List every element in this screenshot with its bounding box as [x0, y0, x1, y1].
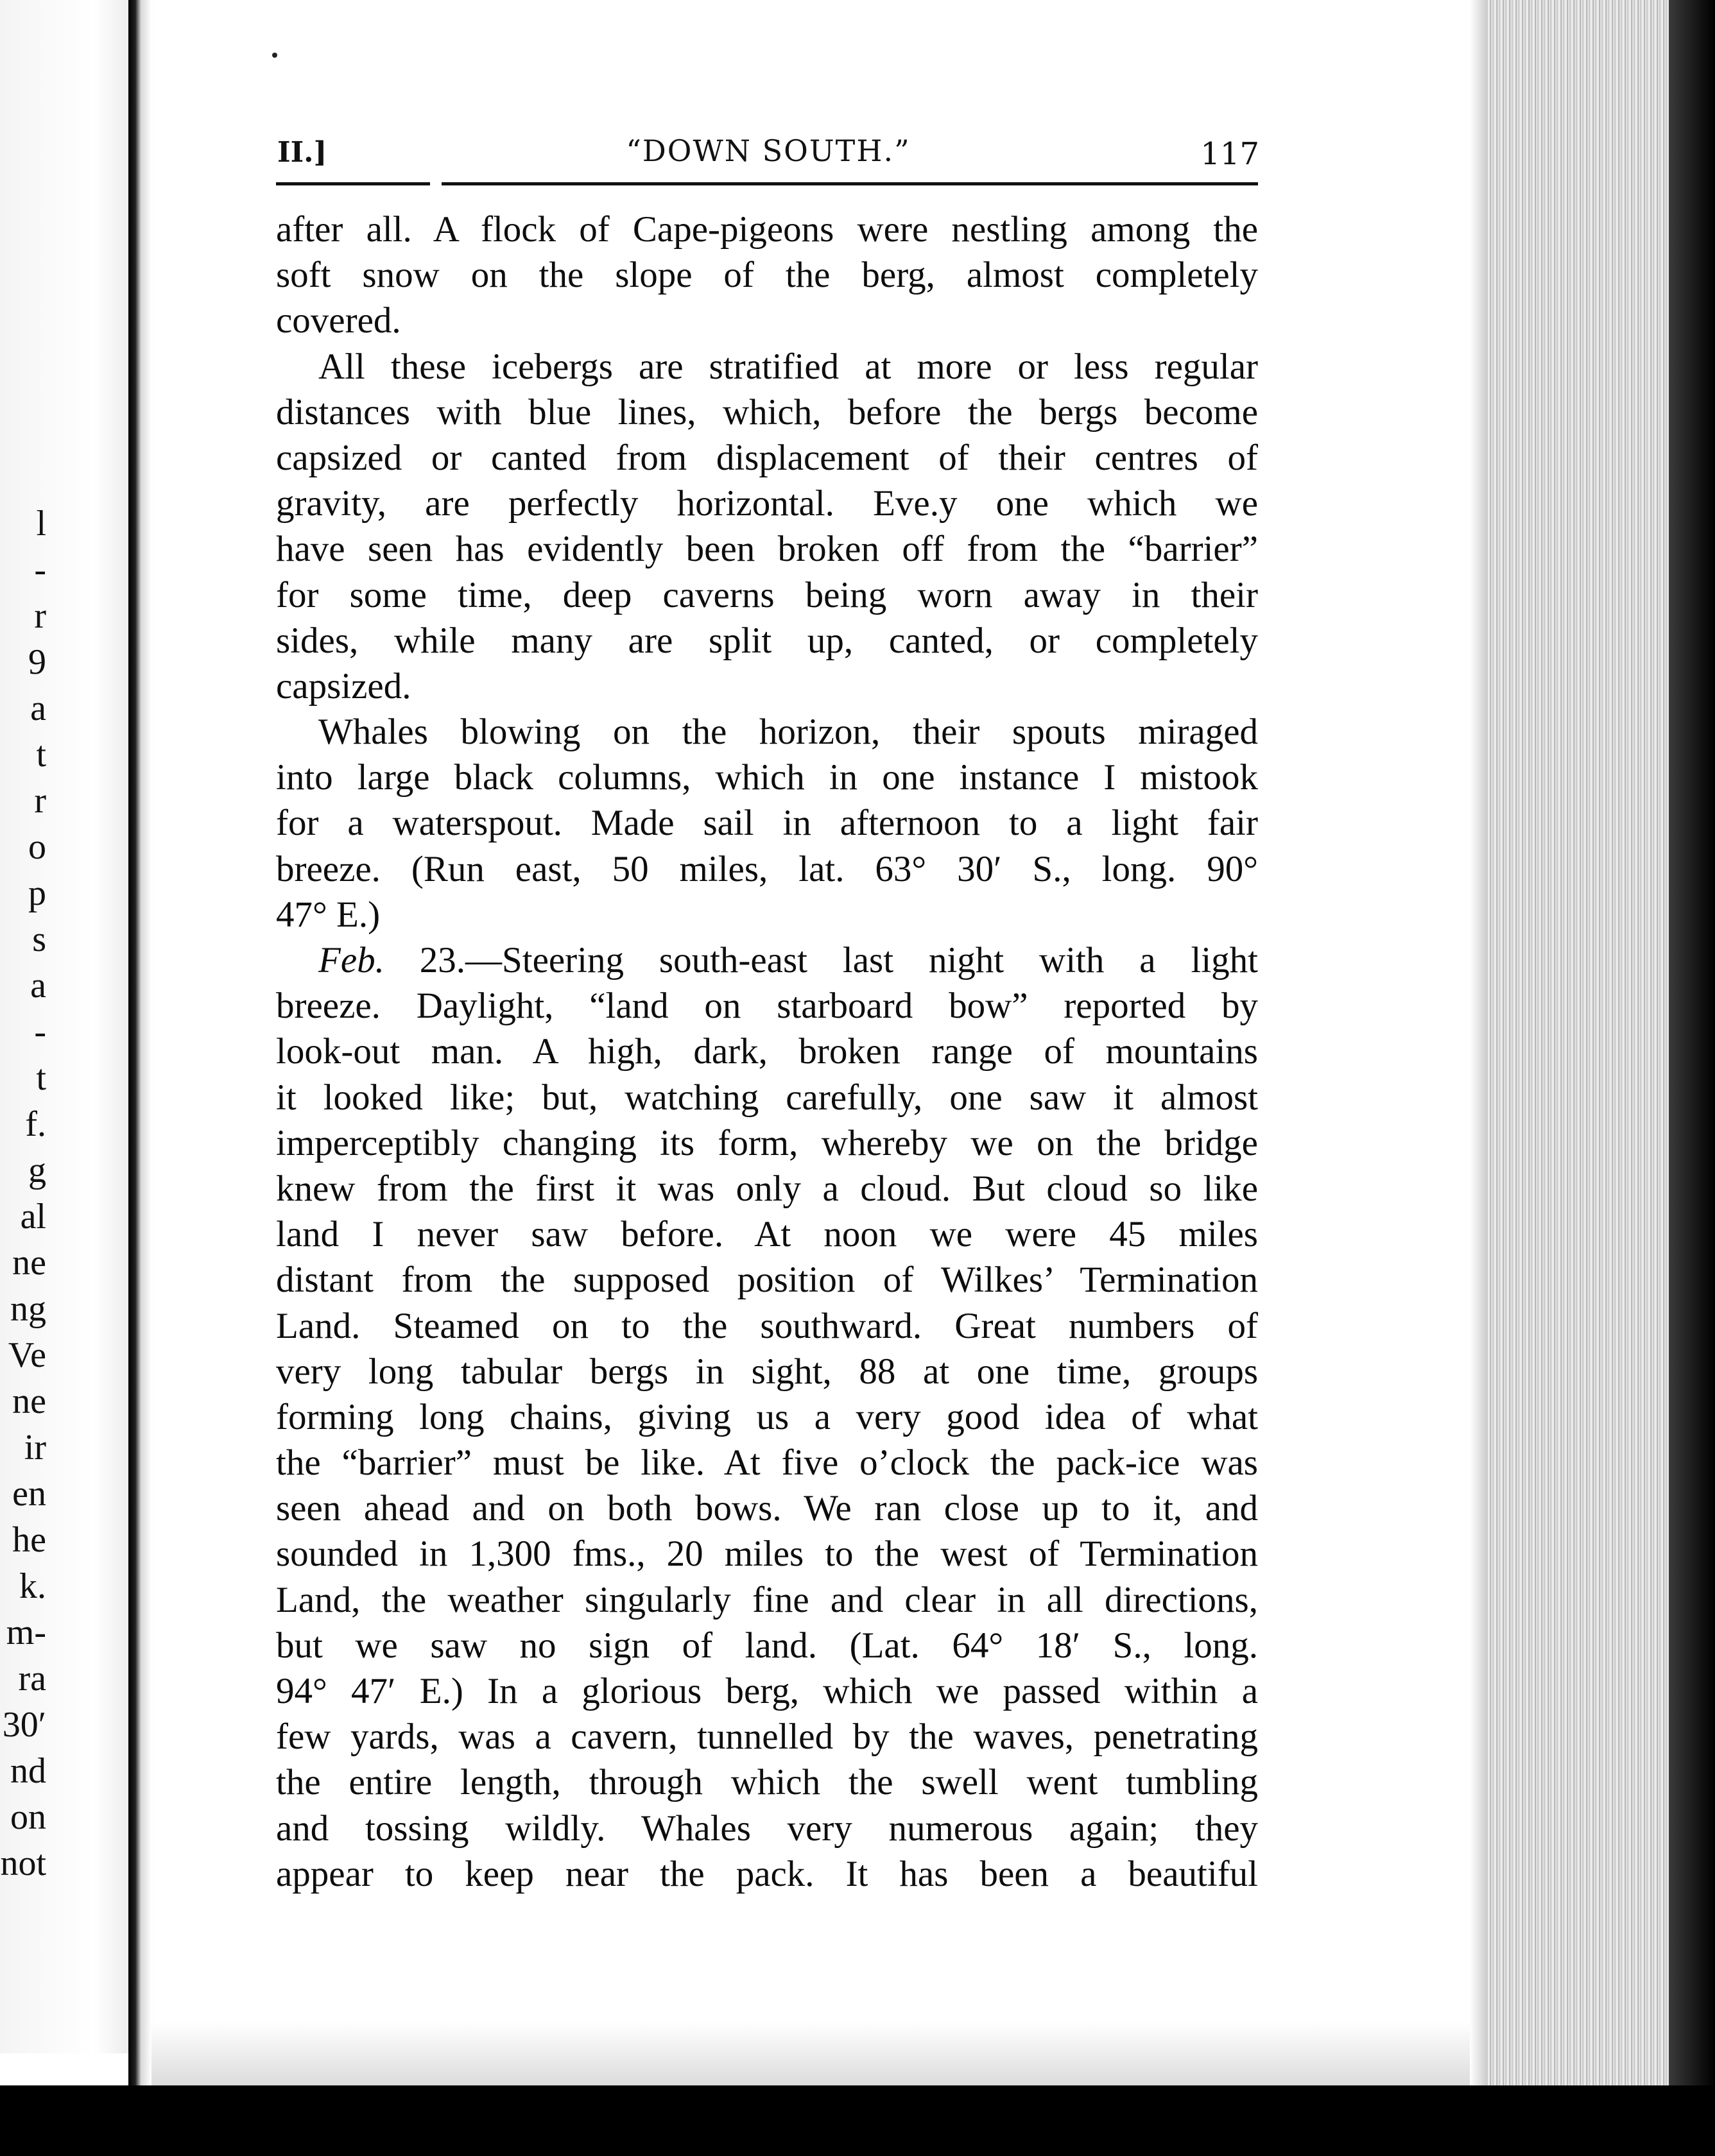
speck — [272, 53, 277, 58]
text-line: imperceptibly changing its form, whereby we on the bridge — [276, 1122, 1258, 1163]
text-line: look-out man. A high, dark, broken range of mountains — [276, 1031, 1258, 1072]
facing-page-fragment: ir — [24, 1428, 46, 1467]
text-line: Whales blowing on the horizon, their spouts miraged — [318, 712, 1258, 753]
text-line: few yards, was a cavern, tunnelled by the waves, penetrating — [276, 1716, 1258, 1758]
text-line: Land, the weather singularly fine and clear in all directions, — [276, 1579, 1258, 1620]
text-line: seen ahead and on both bows. We ran close up to it, and — [276, 1488, 1258, 1529]
text-line: but we saw no sign of land. (Lat. 64° 18′ S., long. — [276, 1625, 1258, 1666]
text-line: Land. Steamed on to the southward. Great numbers of — [276, 1305, 1258, 1346]
text-line: distant from the supposed position of Wilkes’ Termination — [276, 1260, 1258, 1301]
date-label: Feb. — [318, 940, 384, 980]
book-gutter — [128, 0, 151, 2092]
text-line: capsized or canted from displacement of their centres of — [276, 437, 1258, 478]
text-line: very long tabular bergs in sight, 88 at one time, groups — [276, 1351, 1258, 1392]
running-head — [277, 128, 1259, 180]
text-line: All these icebergs are stratified at more or less regular — [318, 346, 1258, 387]
text-line: have seen has evidently been broken off from the “barrier” — [276, 529, 1258, 570]
text-line: appear to keep near the pack. It has been a beautiful — [276, 1853, 1258, 1894]
facing-page-fragment: k. — [19, 1566, 46, 1606]
text-line: the entire length, through which the swell went tumbling — [276, 1762, 1258, 1803]
facing-page-fragment: 9 — [28, 642, 46, 682]
facing-page-fragment: r — [34, 596, 46, 636]
facing-page-fragment: on — [10, 1797, 46, 1837]
text-line: into large black columns, which in one instance I mistook — [276, 757, 1258, 798]
text-line: distances with blue lines, which, before the bergs become — [276, 391, 1258, 432]
text-line: breeze. (Run east, 50 miles, lat. 63° 30′ S., long. 90° — [276, 848, 1258, 889]
facing-page-fragment: - — [34, 550, 46, 590]
facing-page-fragment: not — [0, 1844, 46, 1883]
facing-page-fragment: g — [28, 1151, 46, 1190]
page-bottom-shadow — [151, 2021, 1488, 2085]
facing-page-fragment: Ve — [8, 1335, 46, 1375]
text-line: forming long chains, giving us a very good idea of what — [276, 1396, 1258, 1437]
facing-page-fragment: ne — [12, 1382, 46, 1421]
text-line: sounded in 1,300 fms., 20 miles to the west of Termination — [276, 1534, 1258, 1575]
book-cover-edge — [1669, 0, 1715, 2085]
scan-background — [0, 2085, 1715, 2156]
text-line: knew from the first it was only a cloud. But cloud so like — [276, 1168, 1258, 1209]
body-text — [276, 207, 1258, 1897]
facing-page-fragment: r — [34, 781, 46, 821]
facing-page-fragment: t — [36, 735, 46, 774]
facing-page-fragment: m- — [6, 1613, 46, 1652]
header-rule-left — [276, 182, 430, 185]
facing-page-text-fragments — [0, 501, 64, 1919]
text-line: breeze. Daylight, “land on starboard bow” reported by — [276, 986, 1258, 1027]
facing-page-fragment: al — [20, 1197, 46, 1236]
text-line: and tossing wildly. Whales very numerous again; they — [276, 1808, 1258, 1849]
text-line: sides, while many are split up, canted, or completely — [276, 620, 1258, 661]
facing-page-fragment: t — [36, 1058, 46, 1098]
facing-page-fragment: nd — [10, 1751, 46, 1791]
header-rule-right — [442, 182, 1258, 185]
facing-page-fragment: a — [30, 689, 46, 728]
text-line: the “barrier” must be like. At five o’clock the pack-ice was — [276, 1442, 1258, 1484]
text-line: it looked like; but, watching carefully, one saw it almost — [276, 1077, 1258, 1118]
facing-page-fragment: a — [30, 966, 46, 1005]
facing-page-fragment: 30′ — [2, 1705, 46, 1745]
facing-page-fragment: l — [36, 504, 46, 543]
text-line: 94° 47′ E.) In a glorious berg, which we passed within a — [276, 1671, 1258, 1711]
facing-page-fragment: s — [32, 920, 46, 959]
text-line: soft snow on the slope of the berg, almost completely — [276, 255, 1258, 296]
facing-page-fragment: ng — [10, 1289, 46, 1329]
text-line: Feb. 23.—Steering south-east last night with a light — [318, 940, 1258, 980]
text-line: gravity, are perfectly horizontal. Eve.y one which we — [276, 483, 1258, 524]
text-line: for some time, deep caverns being worn away in their — [276, 574, 1258, 615]
facing-page-fragment: f. — [25, 1104, 46, 1144]
text-line: capsized. — [276, 665, 411, 706]
text-line: after all. A flock of Cape-pigeons were nestling among the — [276, 209, 1258, 250]
facing-page-fragment: ra — [18, 1659, 46, 1698]
page-number: 117 — [1200, 136, 1259, 172]
facing-page-fragment: ne — [12, 1243, 46, 1283]
facing-page-fragment: he — [12, 1520, 46, 1560]
text-line: for a waterspout. Made sail in afternoon to a light fair — [276, 803, 1258, 844]
running-title: “DOWN SOUTH.” — [626, 133, 911, 168]
text-line: land I never saw before. At noon we were 45 miles — [276, 1214, 1258, 1255]
text-line: covered. — [276, 300, 401, 341]
facing-page-fragment: o — [28, 827, 46, 867]
facing-page-fragment: - — [34, 1012, 46, 1052]
text-line: 47° E.) — [276, 894, 381, 935]
facing-page-fragment: p — [28, 873, 46, 913]
chapter-number: II.] — [277, 136, 327, 169]
facing-page-fragment: en — [12, 1474, 46, 1514]
